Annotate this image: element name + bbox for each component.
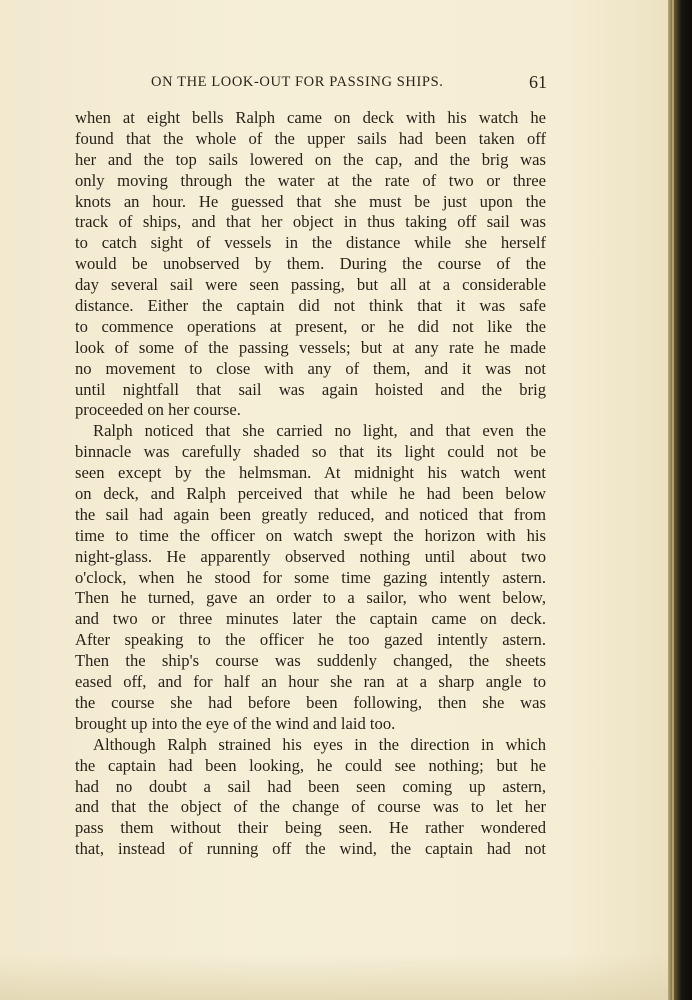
text-line: Then he turned, gave an order to a sailor, who went below, [75,588,546,608]
binding-edge [672,0,674,1000]
running-title: ON THE LOOK-OUT FOR PASSING SHIPS. [151,74,444,90]
body-text [75,108,546,860]
text-line: distance. Either the captain did not think that it was safe [75,296,546,316]
text-line: pass them without their being seen. He rather wondered [75,818,546,838]
page-bottom-shadow [0,954,668,1000]
text-line: the course she had before been following, then she was [75,692,546,712]
text-line: to catch sight of vessels in the distance while she herself [75,233,546,253]
text-line: night-glass. He apparently observed nothing until about two [75,546,546,566]
text-line: the sail had again been greatly reduced, and noticed that from [75,504,546,524]
text-line: would be unobserved by them. During the course of the [75,254,546,274]
text-line: track of ships, and that her object in thus taking off sail was [75,212,546,232]
text-line: binnacle was carefully shaded so that its light could not be [75,442,546,462]
text-line: and two or three minutes later the captain came on deck. [75,609,546,629]
paragraph-first-line: Although Ralph strained his eyes in the direction in which [93,734,546,754]
text-line: knots an hour. He guessed that she must be just upon the [75,191,546,211]
text-line: time to time the officer on watch swept the horizon with his [75,525,546,545]
text-line: and that the object of the change of course was to let her [75,797,546,817]
text-line: to commence operations at present, or he did not like the [75,316,546,336]
text-line: her and the top sails lowered on the cap, and the brig was [75,149,546,169]
text-line: had no doubt a sail had been seen coming up astern, [75,776,546,796]
page-number: 61 [529,72,547,92]
paragraph-last-line: proceeded on her course. [75,400,241,420]
text-line: that, instead of running off the wind, the captain had not [75,839,546,859]
text-line: seen except by the helmsman. At midnight his watch went [75,463,546,483]
text-line: Then the ship's course was suddenly changed, the sheets [75,651,546,671]
text-line: until nightfall that sail was again hoisted and the brig [75,379,546,399]
running-head [0,74,668,98]
text-line: eased off, and for half an hour she ran at a sharp angle to [75,672,546,692]
text-line: the captain had been looking, he could see nothing; but he [75,755,546,775]
paragraph-first-line: Ralph noticed that she carried no light, and that even the [93,421,546,441]
text-line: found that the whole of the upper sails had been taken off [75,128,546,148]
text-line: when at eight bells Ralph came on deck with his watch he [75,108,546,127]
text-line: day several sail were seen passing, but all at a considerable [75,275,546,295]
text-line: no movement to close with any of them, and it was not [75,358,546,378]
text-line: look of some of the passing vessels; but at any rate he made [75,337,546,357]
text-line: on deck, and Ralph perceived that while he had been below [75,484,546,504]
text-line: After speaking to the officer he too gazed intently astern. [75,630,546,650]
text-line: only moving through the water at the rate of two or three [75,170,546,190]
text-line: o'clock, when he stood for some time gazing intently astern. [75,567,546,587]
paragraph-last-line: brought up into the eye of the wind and laid too. [75,713,396,733]
